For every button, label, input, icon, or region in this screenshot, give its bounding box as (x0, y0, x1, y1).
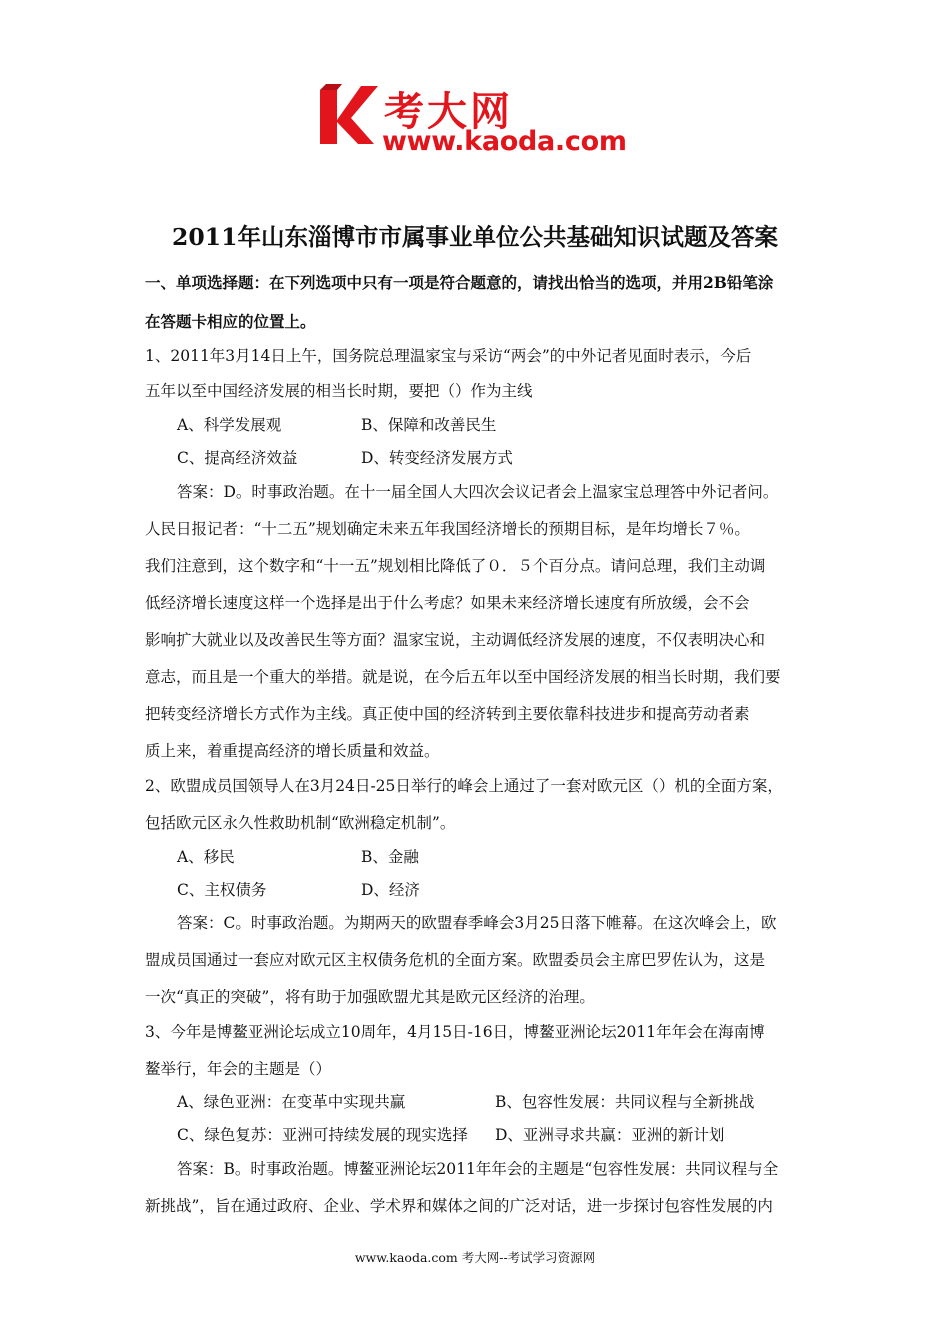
question-2-answer-line: 盟成员国通过一套应对欧元区主权债务危机的全面方案。欧盟委员会主席巴罗佐认为，这是 (145, 951, 766, 969)
question-2-answer-line: 一次“真正的突破”，将有助于加强欧盟尤其是欧元区经济的治理。 (145, 988, 595, 1006)
section-heading-line-1: 一、单项选择题：在下列选项中只有一项是符合题意的，请找出恰当的选项，并用2B铅笔涂 (145, 273, 774, 292)
question-3-option-d: D、亚洲寻求共赢：亚洲的新计划 (495, 1126, 725, 1144)
question-3-option-b: B、包容性发展：共同议程与全新挑战 (495, 1093, 755, 1111)
question-1-line-1: 1、2011年3月14日上午，国务院总理温家宝与采访“两会”的中外记者见面时表示，今后 (145, 347, 752, 365)
question-2-line-1: 2、欧盟成员国领导人在3月24日-25日举行的峰会上通过了一套对欧元区（）机的全面方案， (145, 777, 783, 795)
question-1-answer-line: 低经济增长速度这样一个选择是出于什么考虑？如果未来经济增长速度有所放缓，会不会 (145, 594, 750, 612)
question-1-answer-line: 答案：D。时事政治题。在十一届全国人大四次会议记者会上温家宝总理答中外记者问。 (177, 483, 779, 501)
kaoda-logo (318, 82, 638, 162)
question-3-option-c: C、绿色复苏：亚洲可持续发展的现实选择 (177, 1126, 468, 1144)
question-2-answer-line: 答案：C。时事政治题。为期两天的欧盟春季峰会3月25日落下帷幕。在这次峰会上，欧 (177, 914, 777, 932)
question-3-answer-line: 新挑战”，旨在通过政府、企业、学术界和媒体之间的广泛对话，进一步探讨包容性发展的内 (145, 1197, 773, 1215)
question-3-answer-line: 答案：B。时事政治题。博鳌亚洲论坛2011年年会的主题是“包容性发展：共同议程与全 (177, 1160, 779, 1178)
question-1-answer-line: 质上来，着重提高经济的增长质量和效益。 (145, 742, 440, 760)
question-2-option-c: C、主权债务 (177, 881, 267, 899)
question-1-answer-line: 把转变经济增长方式作为主线。真正使中国的经济转到主要依靠科技进步和提高劳动者素 (145, 705, 750, 723)
document-title: 2011年山东淄博市市属事业单位公共基础知识试题及答案 (172, 223, 778, 251)
question-2-line-2: 包括欧元区永久性救助机制“欧洲稳定机制”。 (145, 814, 456, 832)
question-2-option-a: A、移民 (177, 848, 235, 866)
question-1-answer-line: 我们注意到，这个数字和“十一五”规划相比降低了０．５个百分点。请问总理，我们主动调 (145, 557, 766, 575)
question-1-option-c: C、提高经济效益 (177, 449, 298, 467)
question-1-option-a: A、科学发展观 (177, 416, 282, 434)
question-1-option-d: D、转变经济发展方式 (361, 449, 513, 467)
question-2-option-d: D、经济 (361, 881, 420, 899)
logo-url-text: www.kaoda.com (382, 126, 627, 157)
question-1-answer-line: 意志，而且是一个重大的举措。就是说，在今后五年以至中国经济发展的相当长时期，我们要 (145, 668, 781, 686)
question-3-line-2: 鳌举行，年会的主题是（） (145, 1060, 332, 1078)
page-footer: www.kaoda.com 考大网--考试学习资源网 (354, 1250, 596, 1265)
question-2-option-b: B、金融 (361, 848, 419, 866)
question-3-option-a: A、绿色亚洲：在变革中实现共赢 (177, 1093, 406, 1111)
question-1-answer-line: 影响扩大就业以及改善民生等方面？温家宝说，主动调低经济发展的速度，不仅表明决心和 (145, 631, 766, 649)
question-1-option-b: B、保障和改善民生 (361, 416, 497, 434)
logo-chinese-text: 考大网 (384, 89, 513, 135)
question-1-answer-line: 人民日报记者：“十二五”规划确定未来五年我国经济增长的预期目标，是年均增长７％。 (145, 520, 750, 538)
section-heading-line-2: 在答题卡相应的位置上。 (145, 312, 316, 331)
question-1-line-2: 五年以至中国经济发展的相当长时期，要把（）作为主线 (145, 382, 533, 400)
question-3-line-1: 3、今年是博鳌亚洲论坛成立10周年，4月15日-16日，博鳌亚洲论坛2011年年会在海南博 (145, 1023, 765, 1041)
k-logo-icon (318, 82, 380, 148)
